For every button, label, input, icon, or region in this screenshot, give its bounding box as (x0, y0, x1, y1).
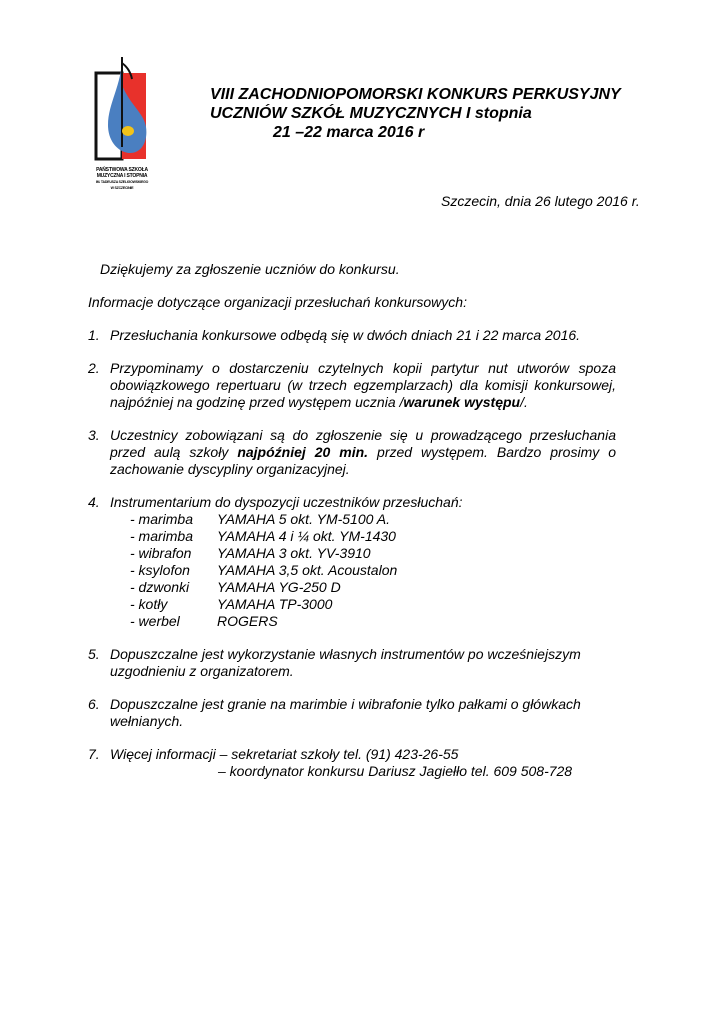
item-number: 2. (88, 360, 100, 376)
logo-staff-line (121, 57, 123, 147)
info-heading: Informacje dotyczące organizacji przesłuchań konkursowych: (88, 294, 467, 310)
item-text-part: Przypominamy o dostarczeniu czytelnych kopii partytur nut utworów spoza obowiązkowego repertuaru (w trzech egzemplarzach) dla komisji konkursowej, najpóźniej na godzinę przed występem ucznia / (110, 360, 616, 410)
title-line-3: 21 –22 marca 2016 r (273, 124, 425, 141)
list-item (88, 327, 616, 344)
logo-caption-line: PAŃSTWOWA SZKOŁA (96, 167, 148, 173)
instrument-name: - kotły (130, 596, 168, 612)
instrument-row (110, 596, 616, 613)
instrument-name: - werbel (130, 613, 180, 629)
list-item (88, 427, 616, 478)
item-number: 1. (88, 327, 100, 343)
item-text-part: przed występem. Bardzo prosimy o zachowanie dyscypliny organizacyjnej. (110, 444, 616, 477)
item-text (110, 427, 616, 478)
instrument-row (110, 579, 616, 596)
instrument-name: - wibrafon (130, 545, 192, 561)
instrument-model: YAMAHA YG-250 D (217, 579, 341, 595)
logo-caption-line: MUZYCZNA I STOPNIA (96, 173, 148, 179)
instrument-row (110, 562, 616, 579)
item-number: 7. (88, 746, 100, 762)
instrument-name: - dzwonki (130, 579, 190, 595)
instrument-name: - ksylofon (130, 562, 190, 578)
school-logo (92, 55, 152, 205)
item-text (110, 360, 616, 411)
item-number: 4. (88, 494, 100, 510)
letter-date: Szczecin, dnia 26 lutego 2016 r. (441, 193, 640, 209)
list-item (88, 360, 616, 411)
instrument-row (110, 511, 616, 528)
item-text: Dopuszczalne jest wykorzystanie własnych instrumentów po wcześniejszym uzgodnieniu z organizatorem. (110, 646, 581, 679)
instrument-row (110, 528, 616, 545)
item-number: 6. (88, 696, 100, 712)
item-text: Instrumentarium do dyspozycji uczestników przesłuchań: (110, 494, 463, 510)
item-text-continuation: – koordynator konkursu Dariusz Jagiełło tel. 609 508-728 (218, 763, 573, 779)
instrument-row (110, 613, 616, 630)
instrument-name: - marimba (130, 511, 194, 527)
instrument-model: YAMAHA TP-3000 (217, 596, 333, 612)
instrument-list (110, 511, 616, 630)
instrument-model: YAMAHA 3,5 okt. Acoustalon (217, 562, 398, 578)
item-number: 5. (88, 646, 100, 662)
logo-caption-line: IM. TADEUSZA SZELIGOWSKIEGO (95, 180, 149, 184)
list-item (88, 646, 616, 680)
numbered-list (88, 327, 616, 796)
item-text: Więcej informacji – sekretariat szkoły tel. (91) 423-26-55 (110, 746, 459, 762)
instrument-model: YAMAHA 4 i ¼ okt. YM-1430 (217, 528, 396, 544)
logo-yellow-dot (122, 126, 134, 136)
instrument-model: ROGERS (217, 613, 278, 629)
instrument-row (110, 545, 616, 562)
list-item (88, 746, 616, 780)
logo-caption (92, 167, 152, 191)
item-text-part: Uczestnicy zobowiązani są do zgłoszenie się u prowadzącego przesłuchania przed aulą szkoły (110, 427, 616, 460)
list-item (88, 494, 616, 630)
item-text-part: /. (520, 394, 528, 410)
item-text: Dopuszczalne jest granie na marimbie i wibrafonie tylko pałkami o główkach wełnianych. (110, 696, 581, 729)
logo-caption-line: W SZCZECINIE (110, 186, 134, 190)
list-item (88, 696, 616, 730)
item-bold-text: warunek występu (403, 394, 521, 410)
document-title (210, 85, 621, 142)
title-line-1: VIII ZACHODNIOPOMORSKI KONKURS PERKUSYJNY (210, 86, 621, 103)
title-line-2: UCZNIÓW SZKÓŁ MUZYCZNYCH I stopnia (210, 105, 532, 122)
item-text: Przesłuchania konkursowe odbędą się w dwóch dniach 21 i 22 marca 2016. (110, 327, 581, 343)
logo-emblem-icon (92, 55, 152, 167)
item-bold-text: najpóźniej 20 min. (237, 444, 369, 460)
thanks-paragraph: Dziękujemy za zgłoszenie uczniów do konkursu. (100, 261, 400, 277)
instrument-model: YAMAHA 5 okt. YM-5100 A. (217, 511, 391, 527)
item-number: 3. (88, 427, 100, 443)
instrument-name: - marimba (130, 528, 194, 544)
instrument-model: YAMAHA 3 okt. YV-3910 (217, 545, 371, 561)
